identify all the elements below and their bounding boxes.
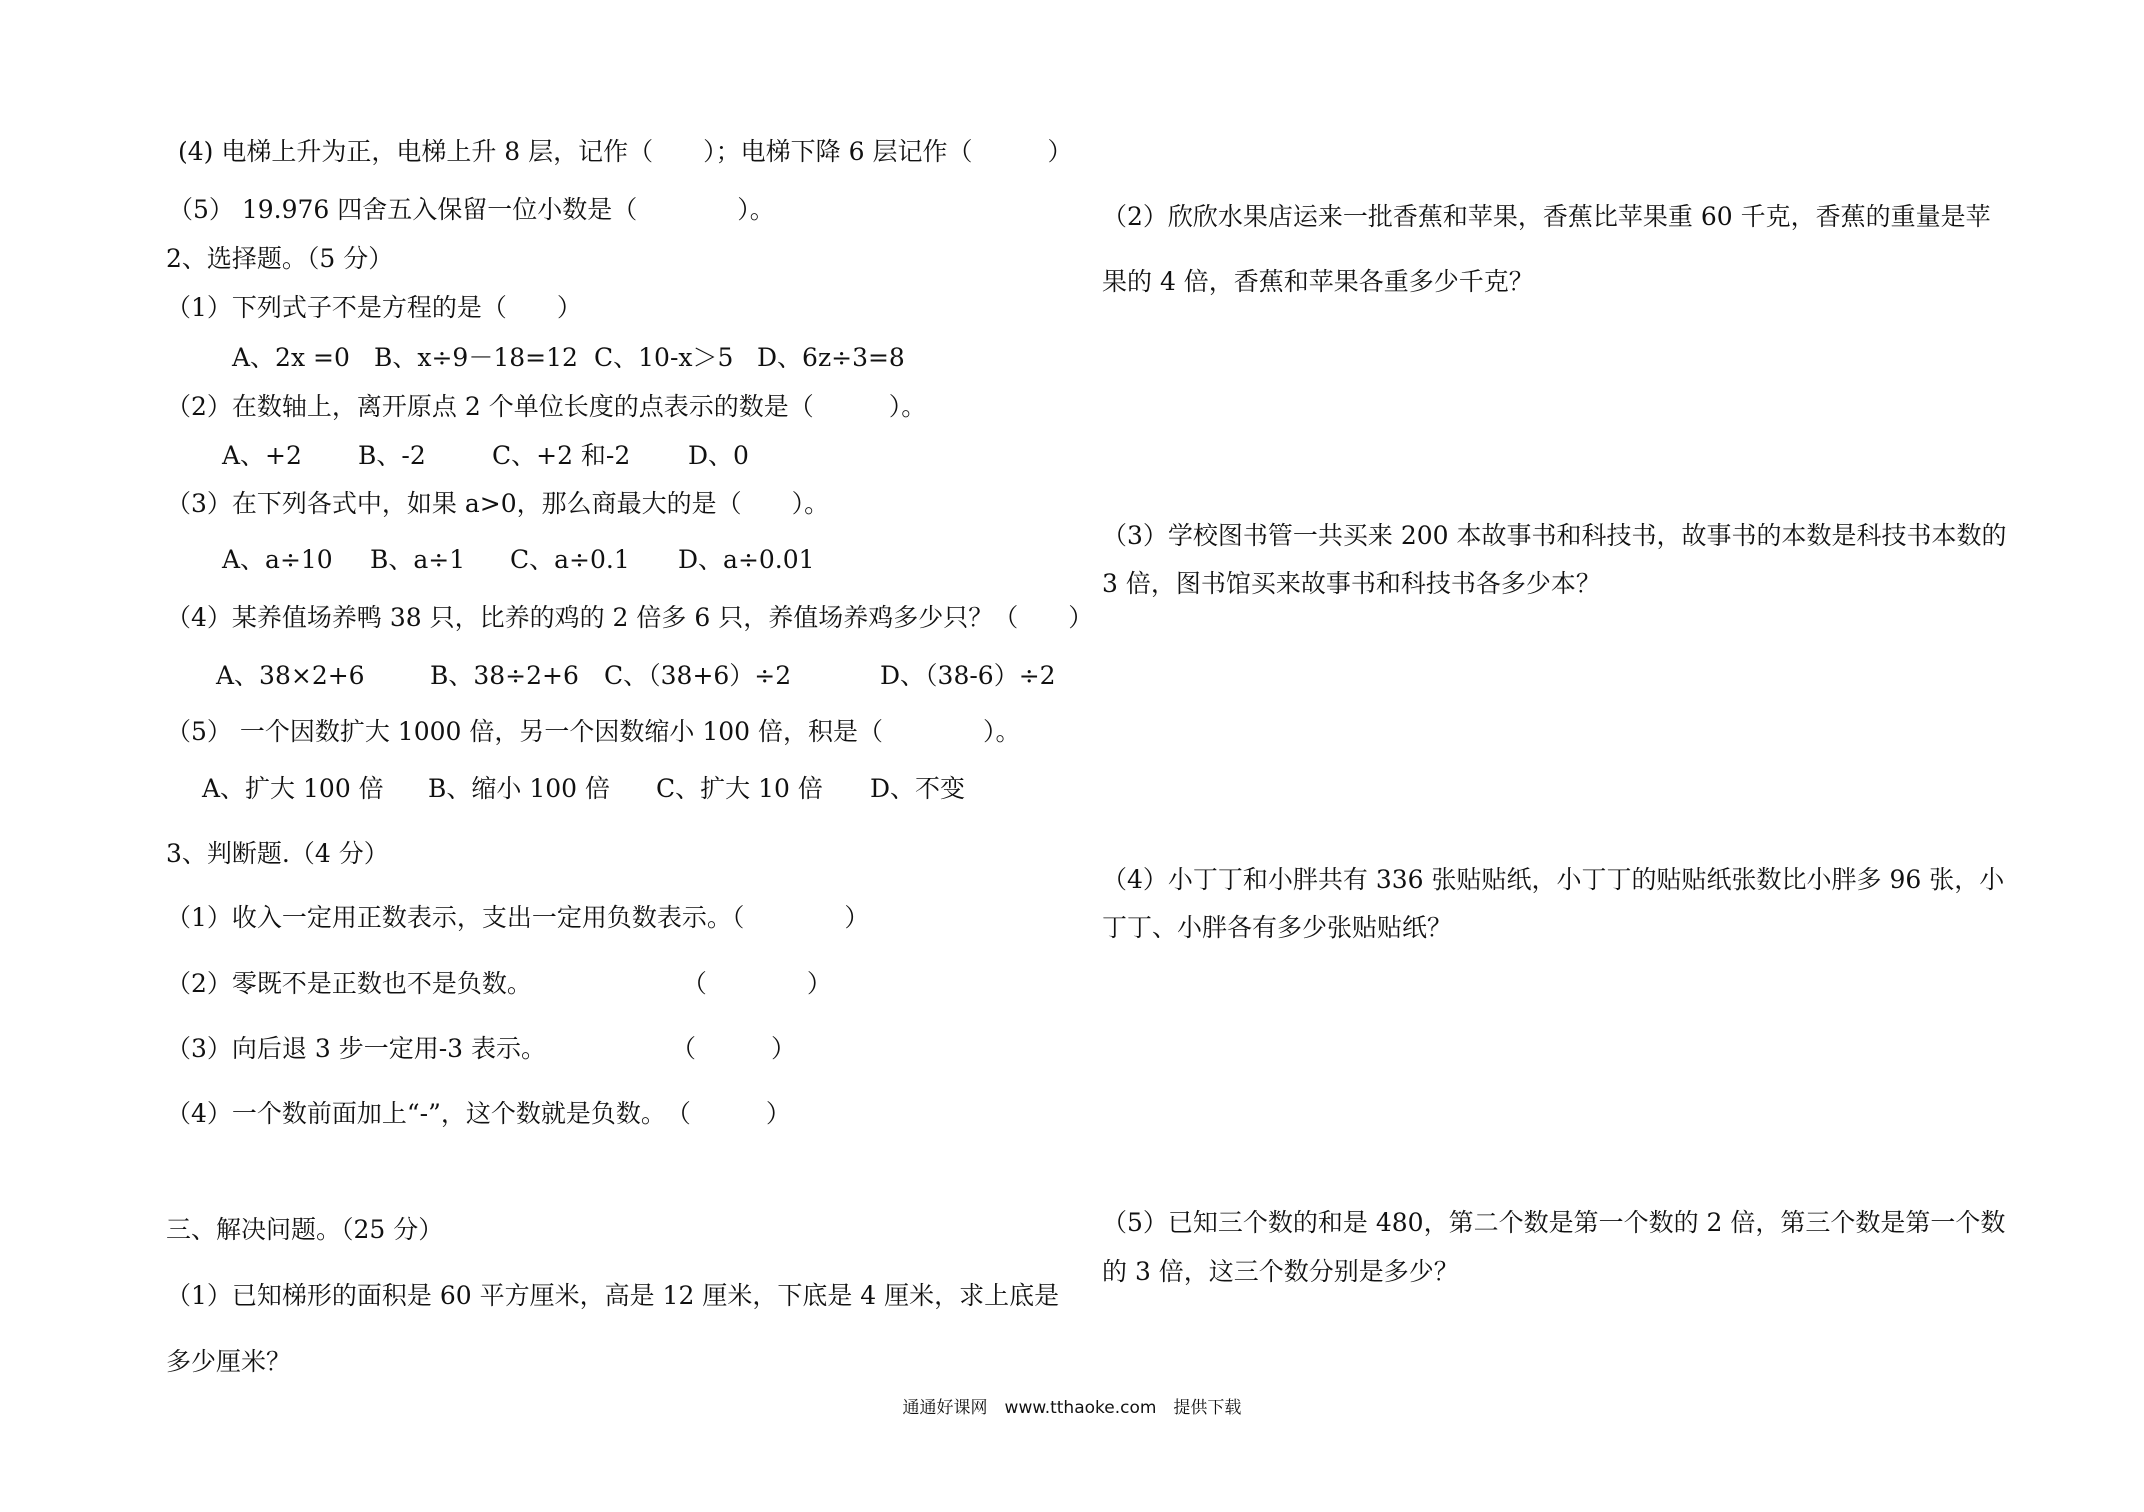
solve-section-heading: 三、解决问题。（25 分） [166,1215,444,1244]
option-d: D、6z÷3=8 [757,343,905,372]
option-b: B、38÷2+6 [430,661,579,690]
option-d: D、（38-6）÷2 [880,661,1056,690]
option-d: D、a÷0.01 [678,545,815,574]
option-c: C、（38+6）÷2 [604,661,792,690]
solve-question-3-line-1: （3）学校图书管一共买来 200 本故事书和科技书，故事书的本数是科技书本数的 [1102,521,2007,550]
option-d: D、0 [688,441,749,470]
judge-section-heading: 3、判断题.（4 分） [166,839,389,868]
fill-question-5: （5） 19.976 四舍五入保留一位小数是（ ）。 [168,195,775,224]
choice-2-options [0,440,1100,472]
option-c: C、+2 和-2 [492,441,631,470]
solve-question-4-line-1: （4）小丁丁和小胖共有 336 张贴贴纸，小丁丁的贴贴纸张数比小胖多 96 张，小 [1102,865,2005,894]
solve-question-3-line-2: 3 倍，图书馆买来故事书和科技书各多少本？ [1102,569,1601,598]
solve-question-1-line-2: 多少厘米？ [166,1347,292,1376]
choice-section-heading: 2、选择题。（5 分） [166,244,394,273]
option-a: A、38×2+6 [216,661,365,690]
judge-question-1: （1）收入一定用正数表示，支出一定用负数表示。（ ） [166,903,870,932]
choice-question-5: （5） 一个因数扩大 1000 倍，另一个因数缩小 100 倍，积是（ ）。 [166,717,1021,746]
option-c: C、10-x＞5 [594,343,734,372]
solve-question-4-line-2: 丁丁、小胖各有多少张贴贴纸？ [1102,913,1453,942]
choice-question-2: （2）在数轴上，离开原点 2 个单位长度的点表示的数是（ ）。 [166,392,927,421]
option-b: B、-2 [358,441,426,470]
option-d: D、不变 [870,774,966,803]
choice-5-options [0,773,1100,805]
solve-question-2-line-1: （2）欣欣水果店运来一批香蕉和苹果，香蕉比苹果重 60 千克，香蕉的重量是苹 [1102,202,1991,231]
option-a: A、+2 [222,441,302,470]
fill-question-4: (4) 电梯上升为正，电梯上升 8 层，记作（ ）；电梯下降 6 层记作（ ） [178,137,1073,166]
judge-question-4: （4）一个数前面加上“-”，这个数就是负数。 （ ） [166,1099,791,1128]
solve-question-1-line-1: （1）已知梯形的面积是 60 平方厘米，高是 12 厘米，下底是 4 厘米，求上底是 [166,1281,1060,1310]
judge-question-2: （2）零既不是正数也不是负数。 （ ） [166,969,832,998]
choice-question-4: （4）某养值场养鸭 38 只，比养的鸡的 2 倍多 6 只，养值场养鸡多少只？（ ） [166,603,1094,632]
solve-question-2-line-2: 果的 4 倍，香蕉和苹果各重多少千克？ [1102,267,1534,296]
option-c: C、扩大 10 倍 [656,774,823,803]
choice-question-1: （1）下列式子不是方程的是（ ） [166,293,582,322]
option-b: B、x÷9－18=12 [374,343,578,372]
choice-question-3: （3）在下列各式中，如果 a>0，那么商最大的是（ ）。 [166,489,830,518]
option-a: A、2x =0 [232,343,350,372]
page-footer: 通通好课网 www.tthaoke.com 提供下载 [902,1398,1242,1418]
solve-question-5-line-2: 的 3 倍，这三个数分别是多少？ [1102,1257,1459,1286]
option-a: A、a÷10 [222,545,333,574]
choice-1-options [0,342,1100,374]
option-b: B、缩小 100 倍 [428,774,610,803]
option-b: B、a÷1 [370,545,466,574]
solve-question-5-line-1: （5）已知三个数的和是 480，第二个数是第一个数的 2 倍，第三个数是第一个数 [1102,1208,2006,1237]
judge-question-3: （3）向后退 3 步一定用-3 表示。 （ ） [166,1034,797,1063]
choice-4-options [0,660,1100,692]
option-a: A、扩大 100 倍 [202,774,384,803]
option-c: C、a÷0.1 [510,545,630,574]
choice-3-options [0,544,1100,576]
